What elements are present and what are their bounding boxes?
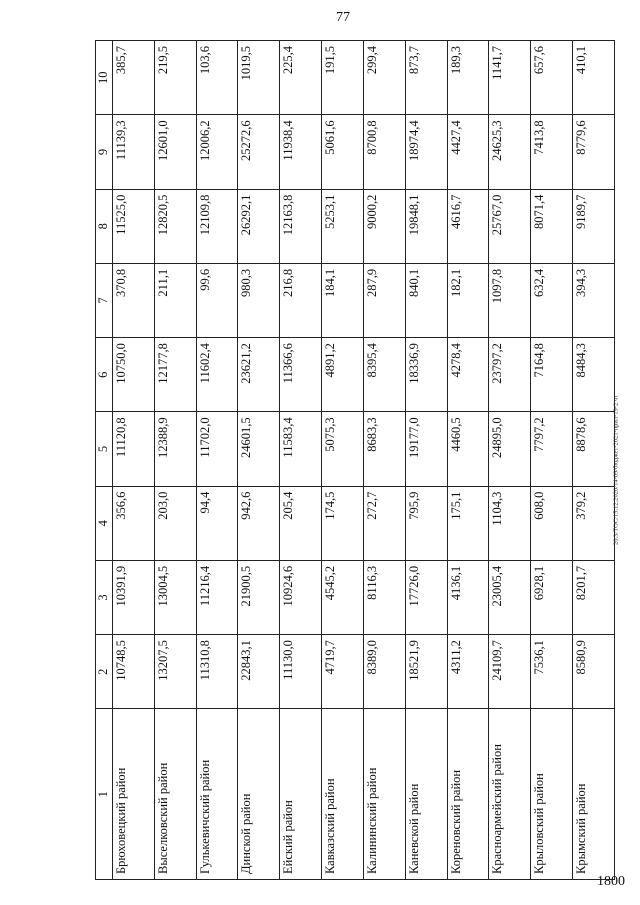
table-cell: 356,6 bbox=[113, 486, 155, 560]
table-cell: 11120,8 bbox=[113, 412, 155, 486]
table-cell: 5061,6 bbox=[322, 115, 364, 189]
table-cell: 370,8 bbox=[113, 263, 155, 337]
column-header: 6 bbox=[96, 338, 113, 412]
table-cell: 873,7 bbox=[405, 41, 447, 115]
table-cell: 8116,3 bbox=[363, 560, 405, 634]
table-cell: 175,1 bbox=[447, 486, 489, 560]
table-cell: 203,0 bbox=[154, 486, 196, 560]
column-header: 10 bbox=[96, 41, 113, 115]
table-row bbox=[196, 41, 238, 880]
table-cell: 299,4 bbox=[363, 41, 405, 115]
district-name: Каневской район bbox=[405, 709, 447, 880]
table-cell: 6928,1 bbox=[531, 560, 573, 634]
table-cell: 22843,1 bbox=[238, 635, 280, 709]
table-cell: 8779,6 bbox=[573, 115, 615, 189]
table-cell: 189,3 bbox=[447, 41, 489, 115]
table-cell: 23621,2 bbox=[238, 338, 280, 412]
table-cell: 4891,2 bbox=[322, 338, 364, 412]
table-cell: 24109,7 bbox=[489, 635, 531, 709]
table-cell: 4460,5 bbox=[447, 412, 489, 486]
table-cell: 13207,5 bbox=[154, 635, 196, 709]
column-header: 5 bbox=[96, 412, 113, 486]
table-cell: 8878,6 bbox=[573, 412, 615, 486]
column-header: 1 bbox=[96, 709, 113, 880]
table-cell: 4427,4 bbox=[447, 115, 489, 189]
table-cell: 632,4 bbox=[531, 263, 573, 337]
table-cell: 8580,9 bbox=[573, 635, 615, 709]
district-name: Гулькевичский район bbox=[196, 709, 238, 880]
table-cell: 942,6 bbox=[238, 486, 280, 560]
table-cell: 23005,4 bbox=[489, 560, 531, 634]
table-body bbox=[113, 41, 615, 880]
table-cell: 9000,2 bbox=[363, 189, 405, 263]
table-cell: 25272,6 bbox=[238, 115, 280, 189]
table-cell: 8389,0 bbox=[363, 635, 405, 709]
table-cell: 4311,2 bbox=[447, 635, 489, 709]
table-cell: 11139,3 bbox=[113, 115, 155, 189]
table-cell: 12163,8 bbox=[280, 189, 322, 263]
table-cell: 7536,1 bbox=[531, 635, 573, 709]
district-name: Кореновский район bbox=[447, 709, 489, 880]
district-name: Выселковский район bbox=[154, 709, 196, 880]
table-cell: 12109,8 bbox=[196, 189, 238, 263]
page-number: 77 bbox=[336, 10, 350, 25]
table-row bbox=[113, 41, 155, 880]
table-cell: 99,6 bbox=[196, 263, 238, 337]
side-note: 20.3/ТОС/15.12.2020/14-09/бюджет-2021-прил-19-2 чт bbox=[612, 395, 620, 545]
table-cell: 272,7 bbox=[363, 486, 405, 560]
table-cell: 18336,9 bbox=[405, 338, 447, 412]
table-cell: 8700,8 bbox=[363, 115, 405, 189]
table-cell: 10748,5 bbox=[113, 635, 155, 709]
table-row bbox=[154, 41, 196, 880]
table-cell: 13004,5 bbox=[154, 560, 196, 634]
table-cell: 19177,0 bbox=[405, 412, 447, 486]
table-row bbox=[322, 41, 364, 880]
table-cell: 608,0 bbox=[531, 486, 573, 560]
table-cell: 11602,4 bbox=[196, 338, 238, 412]
table-cell: 103,6 bbox=[196, 41, 238, 115]
table-cell: 24895,0 bbox=[489, 412, 531, 486]
table-cell: 23797,2 bbox=[489, 338, 531, 412]
column-header: 4 bbox=[96, 486, 113, 560]
column-header: 9 bbox=[96, 115, 113, 189]
table-cell: 1104,3 bbox=[489, 486, 531, 560]
table-row bbox=[363, 41, 405, 880]
table-cell: 7164,8 bbox=[531, 338, 573, 412]
table-cell: 11938,4 bbox=[280, 115, 322, 189]
table-cell: 4545,2 bbox=[322, 560, 364, 634]
table-cell: 94,4 bbox=[196, 486, 238, 560]
table-cell: 1141,7 bbox=[489, 41, 531, 115]
table-cell: 8683,3 bbox=[363, 412, 405, 486]
table-cell: 980,3 bbox=[238, 263, 280, 337]
column-header: 3 bbox=[96, 560, 113, 634]
table-cell: 211,1 bbox=[154, 263, 196, 337]
district-name: Красноармейский район bbox=[489, 709, 531, 880]
table-cell: 11525,0 bbox=[113, 189, 155, 263]
table-cell: 5253,1 bbox=[322, 189, 364, 263]
table-cell: 4719,7 bbox=[322, 635, 364, 709]
column-header: 8 bbox=[96, 189, 113, 263]
district-name: Динской район bbox=[238, 709, 280, 880]
table-header-row bbox=[96, 41, 113, 880]
table-cell: 8484,3 bbox=[573, 338, 615, 412]
table-row bbox=[405, 41, 447, 880]
table-cell: 394,3 bbox=[573, 263, 615, 337]
table-cell: 8071,4 bbox=[531, 189, 573, 263]
table-cell: 25767,0 bbox=[489, 189, 531, 263]
table-cell: 1097,8 bbox=[489, 263, 531, 337]
table-cell: 385,7 bbox=[113, 41, 155, 115]
table-cell: 379,2 bbox=[573, 486, 615, 560]
table-cell: 12820,5 bbox=[154, 189, 196, 263]
table-cell: 10924,6 bbox=[280, 560, 322, 634]
table-cell: 8201,7 bbox=[573, 560, 615, 634]
table-row bbox=[531, 41, 573, 880]
table-row bbox=[447, 41, 489, 880]
column-header: 2 bbox=[96, 635, 113, 709]
table-cell: 225,4 bbox=[280, 41, 322, 115]
table-cell: 657,6 bbox=[531, 41, 573, 115]
table-cell: 26292,1 bbox=[238, 189, 280, 263]
district-name: Крыловский район bbox=[531, 709, 573, 880]
table-cell: 17726,0 bbox=[405, 560, 447, 634]
table-cell: 11216,4 bbox=[196, 560, 238, 634]
table-cell: 11130,0 bbox=[280, 635, 322, 709]
table-cell: 5075,3 bbox=[322, 412, 364, 486]
table-cell: 7797,2 bbox=[531, 412, 573, 486]
table-row bbox=[573, 41, 615, 880]
table-cell: 4616,7 bbox=[447, 189, 489, 263]
rotated-table-container bbox=[95, 40, 615, 880]
table-row bbox=[280, 41, 322, 880]
table-cell: 11583,4 bbox=[280, 412, 322, 486]
district-name: Брюховецкий район bbox=[113, 709, 155, 880]
table-cell: 840,1 bbox=[405, 263, 447, 337]
table-cell: 7413,8 bbox=[531, 115, 573, 189]
table-cell: 18521,9 bbox=[405, 635, 447, 709]
table-cell: 216,8 bbox=[280, 263, 322, 337]
district-name: Ейский район bbox=[280, 709, 322, 880]
table-cell: 410,1 bbox=[573, 41, 615, 115]
table-cell: 174,5 bbox=[322, 486, 364, 560]
budget-table bbox=[95, 40, 615, 880]
district-name: Калининский район bbox=[363, 709, 405, 880]
table-row bbox=[489, 41, 531, 880]
column-header: 7 bbox=[96, 263, 113, 337]
table-cell: 184,1 bbox=[322, 263, 364, 337]
table-cell: 19848,1 bbox=[405, 189, 447, 263]
table-cell: 9189,7 bbox=[573, 189, 615, 263]
table-cell: 12388,9 bbox=[154, 412, 196, 486]
table-cell: 8395,4 bbox=[363, 338, 405, 412]
table-cell: 10391,9 bbox=[113, 560, 155, 634]
table-cell: 18974,4 bbox=[405, 115, 447, 189]
table-cell: 11310,8 bbox=[196, 635, 238, 709]
table-cell: 182,1 bbox=[447, 263, 489, 337]
table-cell: 4136,1 bbox=[447, 560, 489, 634]
table-cell: 795,9 bbox=[405, 486, 447, 560]
table-cell: 12006,2 bbox=[196, 115, 238, 189]
table-cell: 24625,3 bbox=[489, 115, 531, 189]
table-cell: 11702,0 bbox=[196, 412, 238, 486]
table-cell: 10750,0 bbox=[113, 338, 155, 412]
table-cell: 12601,0 bbox=[154, 115, 196, 189]
table-cell: 191,5 bbox=[322, 41, 364, 115]
table-cell: 21900,5 bbox=[238, 560, 280, 634]
table-cell: 219,5 bbox=[154, 41, 196, 115]
table-cell: 12177,8 bbox=[154, 338, 196, 412]
table-cell: 24601,5 bbox=[238, 412, 280, 486]
district-name: Кавказский район bbox=[322, 709, 364, 880]
table-cell: 11366,6 bbox=[280, 338, 322, 412]
table-row bbox=[238, 41, 280, 880]
table-cell: 4278,4 bbox=[447, 338, 489, 412]
table-cell: 205,4 bbox=[280, 486, 322, 560]
table-cell: 287,9 bbox=[363, 263, 405, 337]
district-name: Крымский район bbox=[573, 709, 615, 880]
footer-number: 1800 bbox=[597, 874, 625, 889]
table-cell: 1019,5 bbox=[238, 41, 280, 115]
